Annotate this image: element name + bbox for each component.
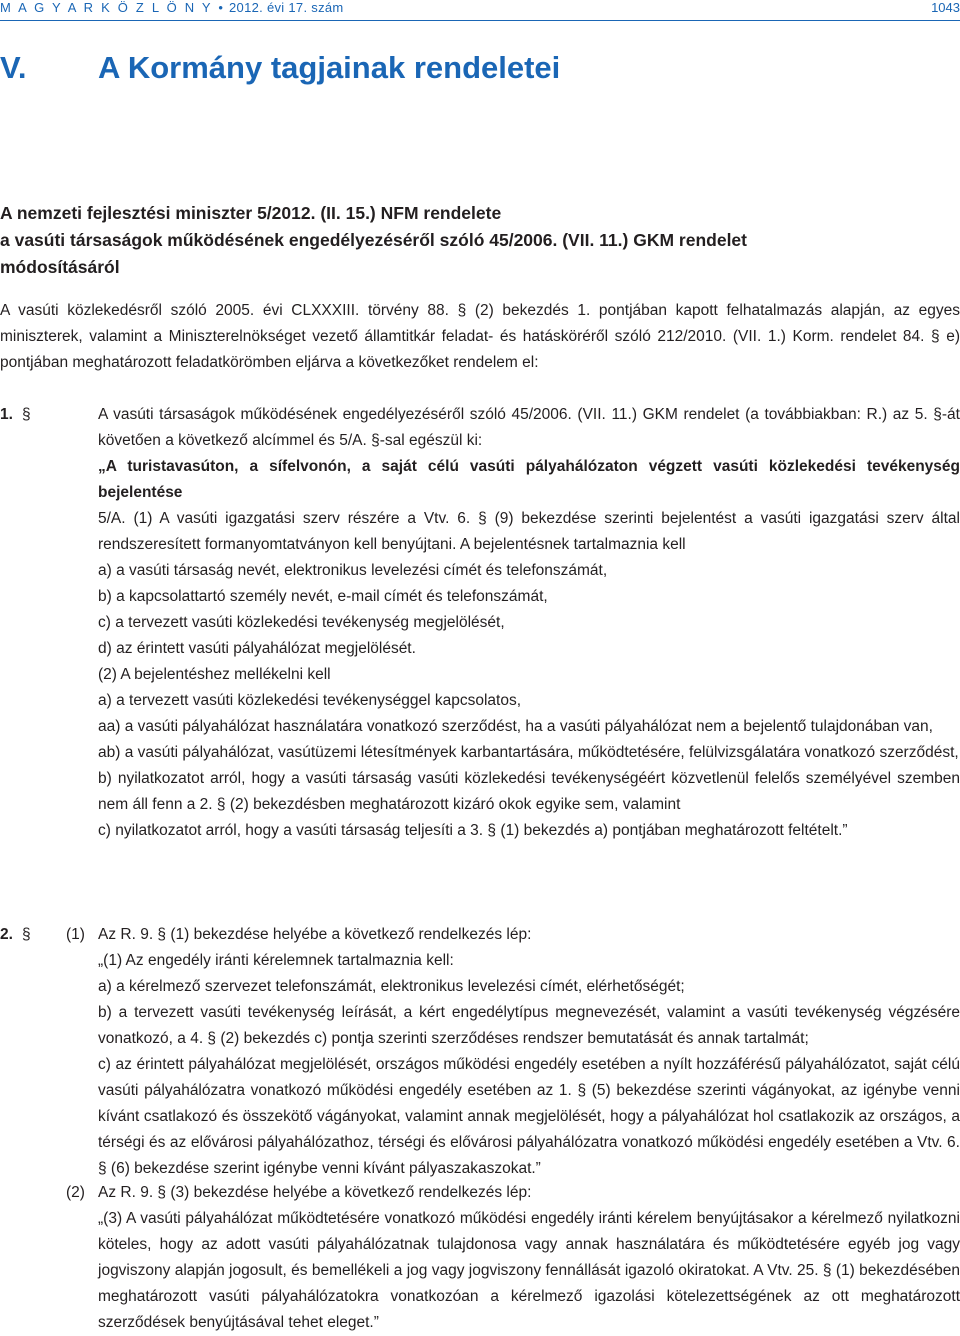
quoted-line: c) az érintett pályahálózat megjelölését, országos működési engedély esetében a nyílt hozzáférésű pályahálózatot, saját célú vasúti pályahálózatra vonatkozó működési engedély esetében az 1. § (5) bekezdése szerinti vágányokat, az igénybe venni kívánt csatlakozó és összekötő vágányokat, valamint annak megjelölését, hogy a pályahálózat hol csatlakozik az országos, a térségi és az elővárosi pályahálózathoz, térségi és elővárosi pályahálózatra vonatkozó működési engedély esetében a Vtv. 6. § (6) bekezdése szerint igénybe venni kívánt pályaszakaszokat.”	[98, 1056, 960, 1177]
section-number: 1.	[0, 406, 13, 423]
list-item: b) a kapcsolattartó személy nevét, e-mail címét és telefonszámát,	[98, 588, 548, 605]
list-item: aa) a vasúti pályahálózat használatára vonatkozó szerződést, ha a vasúti pályahálózat nem a bejelentő tulajdonában van,	[98, 718, 933, 735]
list-item: ab) a vasúti pályahálózat, vasútüzemi létesítmények karbantartására, működtetésére, felülvizsgálatára vonatkozó szerződést,	[98, 744, 959, 761]
subsection-intro: Az R. 9. § (3) bekezdése helyébe a következő rendelkezés lép:	[98, 1184, 532, 1201]
decree-title	[0, 200, 950, 281]
decree-title-line: módosításáról	[0, 257, 120, 277]
subsection-intro: Az R. 9. § (1) bekezdése helyébe a következő rendelkezés lép:	[98, 926, 532, 943]
list-item: c) a tervezett vasúti közlekedési tevékenység megjelölését,	[98, 614, 505, 631]
preamble: A vasúti közlekedésről szóló 2005. évi CLXXXIII. törvény 88. § (2) bekezdés 1. pontjában kapott felhatalmazás alapján, az egyes miniszterek, valamint a Miniszterelnökséget vezető államtitkár feladat- és hatásköréről szóló 212/2010. (VII. 1.) Korm. rendelet 84. § e) pontjában meghatározott feladatkörömben eljárva a következőket rendelem el:	[0, 302, 960, 371]
section-2-subsection-2	[0, 1180, 960, 1336]
subsection-label: (2)	[66, 1184, 85, 1201]
subsection-label: (1)	[66, 926, 85, 943]
list-item: b) nyilatkozatot arról, hogy a vasúti társaság vasúti közlekedési tevékenységéért közvetlenül felelős személyével szemben nem áll fenn a 2. § (2) bekezdésben meghatározott kizáró okok egyike sem, valamint	[98, 770, 960, 813]
list-item: a) a tervezett vasúti közlekedési tevékenységgel kapcsolatos,	[98, 692, 522, 709]
header-bullet: •	[218, 0, 224, 15]
section-symbol: §	[22, 406, 31, 423]
quoted-line: „(1) Az engedély iránti kérelemnek tartalmaznia kell:	[98, 952, 454, 969]
list-item: d) az érintett vasúti pályahálózat megjelölését.	[98, 640, 416, 657]
section-2	[0, 922, 960, 1182]
chapter-heading	[0, 50, 560, 86]
paragraph: (2) A bejelentéshez mellékelni kell	[98, 666, 331, 683]
list-item: a) a vasúti társaság nevét, elektronikus levelezési címét és telefonszámát,	[98, 562, 608, 579]
journal-name: M A G Y A R K Ö Z L Ö N Y	[0, 0, 213, 15]
decree-title-line: A nemzeti fejlesztési miniszter 5/2012. (II. 15.) NFM rendelete	[0, 203, 502, 223]
section-number: 2.	[0, 926, 13, 943]
section-intro: A vasúti társaságok működésének engedélyezéséről szóló 45/2006. (VII. 11.) GKM rendelet (a továbbiakban: R.) az 5. §-át követően a következő alcímmel és 5/A. §-sal egészül ki:	[98, 406, 960, 449]
quoted-line: b) a tervezett vasúti tevékenység leírását, a kért engedélytípus megnevezését, valamint a vasúti tevékenység végzésére vonatkozó, a 4. § (2) bekezdés c) pontja szerinti szerződéses rendszer bemutatását és annak tartalmát;	[98, 1004, 960, 1047]
issue-label: 2012. évi 17. szám	[229, 0, 344, 15]
quoted-line: „(3) A vasúti pályahálózat működtetésére vonatkozó működési engedély iránti kérelem benyújtásakor a kérelmező nyilatkozni köteles, hogy az adott vasúti pályahálózatnak tulajdonosa vagy annak használatára és működtetésére egyéb jog vagy jogviszony alapján jogosult, és bemellékeli a jog vagy jogviszony fennállását igazoló okiratokat. A Vtv. 25. § (1) bekezdésében meghatározott vasúti pályahálózatokra vonatkozóan a kérelmező igazolási kötelezettségének az ott meghatározott szerződések benyújtásával tehet eleget.”	[98, 1210, 960, 1331]
page-number: 1043	[931, 0, 960, 15]
chapter-title: A Kormány tagjainak rendeletei	[98, 50, 561, 85]
section-1	[0, 402, 960, 844]
journal-header	[0, 0, 344, 15]
chapter-number: V.	[0, 50, 27, 85]
running-header	[0, 0, 960, 20]
paragraph: 5/A. (1) A vasúti igazgatási szerv részére a Vtv. 6. § (9) bekezdése szerinti bejelentést a vasúti igazgatási szerv által rendszeresített formanyomtatványon kell benyújtani. A bejelentésnek tartalmaznia kell	[98, 510, 960, 553]
decree-title-line: a vasúti társaságok működésének engedélyezéséről szóló 45/2006. (VII. 11.) GKM rendelet	[0, 230, 747, 250]
subtitle-heading: „A turistavasúton, a sífelvonón, a saját célú vasúti pályahálózaton végzett vasúti közlekedési tevékenység bejelentése	[98, 458, 960, 501]
quoted-line: a) a kérelmező szervezet telefonszámát, elektronikus levelezési címét, elérhetőségét;	[98, 978, 685, 995]
header-rule	[0, 20, 960, 21]
list-item: c) nyilatkozatot arról, hogy a vasúti társaság teljesíti a 3. § (1) bekezdés a) pontjában meghatározott feltételt.”	[98, 822, 848, 839]
section-symbol: §	[22, 926, 31, 943]
